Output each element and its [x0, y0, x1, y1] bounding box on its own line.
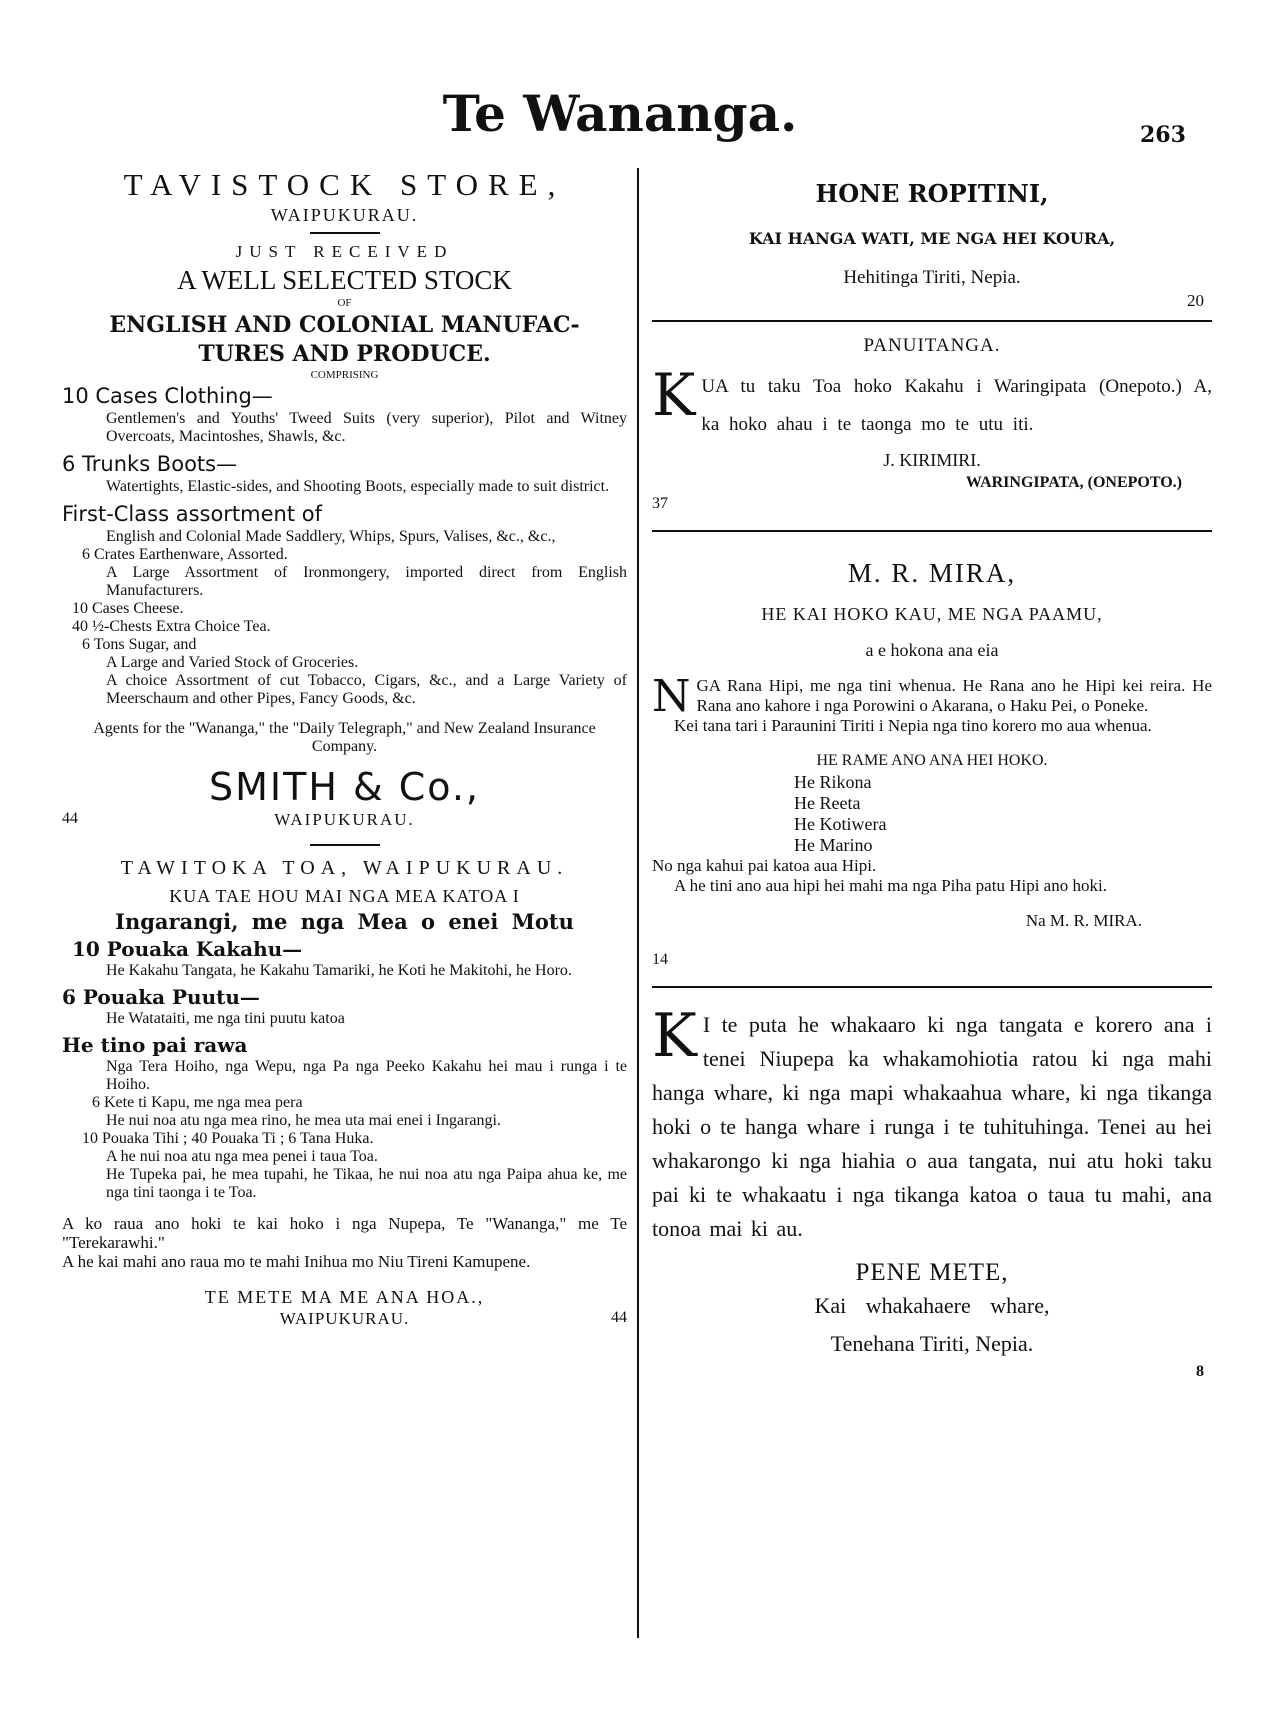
penei-item: A he nui noa atu nga mea penei i taua Toa.: [106, 1148, 378, 1165]
tavistock-number: 44: [62, 810, 78, 827]
mira-signature: Na M. R. MIRA.: [1025, 911, 1142, 930]
kakahu-text: He Kakahu Tangata, he Kakahu Tamariki, he Koti he Makitohi, he Horo.: [106, 962, 572, 979]
mira-name: M. R. MIRA,: [847, 558, 1017, 588]
hone-name: HONE ROPITINI,: [815, 179, 1049, 208]
comprising-label: COMPRISING: [310, 369, 379, 381]
puutu-heading: 6 Pouaka Puutu—: [62, 985, 260, 1009]
clothing-heading: 10 Cases Clothing—: [62, 384, 273, 408]
mira-list-4: He Marino: [794, 835, 873, 855]
panuitanga-title: PANUITANGA.: [863, 335, 1001, 356]
boots-heading: 6 Trunks Boots—: [62, 452, 238, 476]
panuitanga-body: UA tu taku Toa hoko Kakahu i Waringipata (Onepoto.) A, ka hoko ahau i te taonga mo te utu iti.: [701, 376, 1212, 435]
mira-advert: [652, 556, 1212, 970]
tavistock-advert: [62, 166, 627, 832]
saddlery-text: English and Colonial Made Saddlery, Whips, Spurs, Valises, &c., &c.,: [106, 528, 556, 545]
mira-body-2: Kei tana tari i Paraunini Tiriti i Nepia nga tino korero mo aua whenua.: [674, 716, 1152, 735]
panuitanga-signature: J. KIRIMIRI.: [883, 450, 981, 470]
clothing-text: Gentlemen's and Youths' Tweed Suits (very superior), Pilot and Witney Overcoats, Macintoshes, Shawls, &c.: [106, 410, 627, 445]
tino-pai-heading: He tino pai rawa: [62, 1033, 248, 1057]
mira-drop-cap: N: [652, 671, 691, 722]
tawitoka-place: WAIPUKURAU.: [279, 1309, 410, 1328]
pene-name: PENE METE,: [855, 1259, 1009, 1286]
smith-place: WAIPUKURAU.: [274, 810, 415, 829]
pene-drop-cap: K: [652, 1001, 697, 1071]
hone-trade: KAI HANGA WATI, ME NGA HEI KOURA,: [748, 229, 1116, 248]
kete-item: 6 Kete ti Kapu, me nga mea pera: [92, 1094, 303, 1111]
mira-list-3: He Kotiwera: [794, 814, 887, 834]
pene-number: 8: [1196, 1363, 1204, 1380]
tavistock-title: TAVISTOCK STORE,: [123, 167, 566, 202]
puutu-text: He Watataiti, me nga tini puutu katoa: [106, 1010, 345, 1027]
mira-body-1: GA Rana Hipi, me nga tini whenua. He Rana ano he Hipi kei reira. He Rana ano kahore i nga Porowini o Akarana, o Haku Pei, o Poneke.: [696, 676, 1212, 715]
rino-item: He nui noa atu nga mea rino, he mea uta mai enei i Ingarangi.: [106, 1112, 501, 1129]
cheese-item: 10 Cases Cheese.: [72, 600, 184, 617]
mira-rame: HE RAME ANO ANA HEI HOKO.: [816, 752, 1048, 769]
pene-line-2: Tenehana Tiriti, Nepia.: [830, 1331, 1034, 1356]
page-number: 263: [1140, 122, 1186, 148]
right-column: [652, 178, 1212, 1382]
pene-body: I te puta he whakaaro ki nga tangata e korero ana i tenei Niupepa ka whakamohiotia ratou ki nga mahi hanga whare, ki nga mapi whakaahua whare, ki nga tikanga hoki o te hanga whare i runga i te tuhituhinga. Tenei au hei whakarongo ki nga hiahia o aua tangata, nui atu hoki taku pai ki te whakaatu i nga tikanga katoa o taua tu mahi, ana tonoa mai ki au.: [652, 1012, 1212, 1241]
panuitanga-drop-cap: K: [652, 361, 696, 429]
ironmongery-item: A Large Assortment of Ironmongery, imported direct from English Manufacturers.: [106, 564, 627, 599]
left-column: [62, 166, 627, 1333]
of-label: OF: [337, 297, 352, 309]
mira-list-2: He Reeta: [794, 793, 861, 813]
tera-text: Nga Tera Hoiho, nga Wepu, nga Pa nga Peeko Kakahu hei mau i runga i te Hoiho.: [106, 1058, 627, 1093]
panuitanga-number: 37: [652, 495, 668, 512]
tawitoka-signature: TE METE MA ME ANA HOA.,: [204, 1287, 485, 1307]
inihua-text: A he kai mahi ano raua mo te mahi Inihua mo Niu Tireni Kamupene.: [62, 1252, 531, 1271]
tupeka-item: He Tupeka pai, he mea tupahi, he Tikaa, he nui noa atu nga Paipa ahua ke, me nga tini taonga i te Toa.: [106, 1166, 627, 1201]
sugar-item: 6 Tons Sugar, and: [82, 636, 197, 653]
tea-item: 40 ½-Chests Extra Choice Tea.: [72, 618, 271, 635]
tawitoka-number: 44: [611, 1309, 627, 1326]
smith-name: SMITH & Co.,: [209, 765, 480, 809]
agents-text: Agents for the "Wananga," the "Daily Telegraph," and New Zealand Insurance Company.: [93, 720, 596, 755]
pene-advert: [652, 1001, 1212, 1382]
tavistock-place: WAIPUKURAU.: [270, 205, 419, 225]
mira-number: 14: [652, 951, 668, 968]
boots-text: Watertights, Elastic-sides, and Shooting Boots, especially made to suit district.: [106, 478, 610, 495]
mira-sub: a e hokona ana eia: [865, 640, 999, 660]
tawitoka-advert: [62, 852, 627, 1333]
pene-line-1: Kai whakahaere whare,: [814, 1293, 1050, 1318]
just-received: JUST RECEIVED: [235, 242, 454, 261]
hone-address: Hehitinga Tiriti, Nepia.: [843, 267, 1021, 288]
tawitoka-line-2: Ingarangi, me nga Mea o enei Motu: [115, 909, 574, 934]
mira-list-1: He Rikona: [794, 772, 872, 792]
mira-body-4: A he tini ano aua hipi hei mahi ma nga Piha patu Hipi ano hoki.: [674, 876, 1107, 895]
nupepa-text: A ko raua ano hoki te kai hoko i nga Nupepa, Te "Wananga," me Te "Terekarawhi.": [62, 1214, 627, 1252]
tobacco-item: A choice Assortment of cut Tobacco, Cigars, &c., and a Large Variety of Meerschaum and other Pipes, Fancy Goods, &c.: [106, 672, 627, 707]
panuitanga-place: WARINGIPATA, (ONEPOTO.): [965, 474, 1182, 491]
english-heading-2: TURES AND PRODUCE.: [198, 341, 491, 367]
tawitoka-line-1: KUA TAE HOU MAI NGA MEA KATOA I: [169, 886, 520, 906]
column-divider: [637, 168, 639, 1638]
tawitoka-title: TAWITOKA TOA, WAIPUKURAU.: [120, 857, 569, 879]
stock-heading: A WELL SELECTED STOCK: [177, 265, 512, 295]
groceries-item: A Large and Varied Stock of Groceries.: [106, 654, 359, 671]
mira-trade: HE KAI HOKO KAU, ME NGA PAAMU,: [761, 604, 1103, 624]
english-heading-1: ENGLISH AND COLONIAL MANUFAC-: [109, 312, 580, 338]
assortment-heading: First-Class assortment of: [62, 502, 322, 526]
kakahu-heading: 10 Pouaka Kakahu—: [72, 937, 303, 961]
earthenware-item: 6 Crates Earthenware, Assorted.: [82, 546, 288, 563]
tihi-item: 10 Pouaka Tihi ; 40 Pouaka Ti ; 6 Tana Huka.: [82, 1130, 374, 1147]
page-title: Te Wananga.: [442, 84, 798, 143]
hone-number: 20: [1187, 291, 1204, 310]
hone-advert: [652, 178, 1212, 312]
mira-body-3: No nga kahui pai katoa aua Hipi.: [652, 856, 877, 875]
panuitanga-advert: [652, 332, 1212, 514]
